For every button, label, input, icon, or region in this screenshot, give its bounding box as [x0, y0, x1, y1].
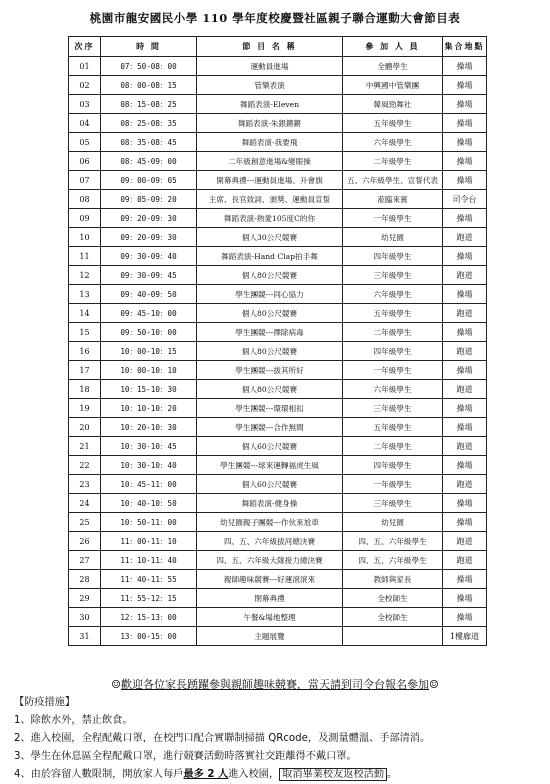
cell-order: 22: [69, 456, 101, 475]
table-row: [69, 323, 487, 342]
cell-location: 跑道: [443, 532, 487, 551]
header-program: 節 目 名 稱: [197, 37, 343, 57]
cell-program: 四、五、六年級拔河總決賽: [197, 532, 343, 551]
cell-location: 司令台: [443, 190, 487, 209]
table-row: [69, 114, 487, 133]
cell-time: 12：15-13：00: [101, 608, 197, 627]
cell-location: 操場: [443, 399, 487, 418]
cell-order: 21: [69, 437, 101, 456]
cell-order: 25: [69, 513, 101, 532]
cell-location: 操場: [443, 285, 487, 304]
cell-location: 操場: [443, 76, 487, 95]
cell-time: 10：00-10：10: [101, 361, 197, 380]
cell-time: 07：50-08：00: [101, 57, 197, 76]
cell-location: 操場: [443, 361, 487, 380]
cell-time: 10：00-10：15: [101, 342, 197, 361]
cell-location: 跑道: [443, 342, 487, 361]
cell-order: 30: [69, 608, 101, 627]
table-row: [69, 551, 487, 570]
cell-participants: 二年級學生: [343, 323, 443, 342]
table-row: [69, 133, 487, 152]
cell-program: 個人60公尺競賽: [197, 475, 343, 494]
table-row: [69, 456, 487, 475]
cell-location: 操場: [443, 152, 487, 171]
cell-location: 操場: [443, 114, 487, 133]
cell-order: 29: [69, 589, 101, 608]
table-row: [69, 342, 487, 361]
cell-participants: 六年級學生: [343, 133, 443, 152]
cell-program: 舞蹈表演-朱銀鏘鏘: [197, 114, 343, 133]
cell-program: 二年級創意進場&變眼操: [197, 152, 343, 171]
cell-participants: 中興國中管樂團: [343, 76, 443, 95]
table-row: [69, 627, 487, 646]
cell-order: 08: [69, 190, 101, 209]
cell-time: 11：40-11：55: [101, 570, 197, 589]
note-item: 3、學生在休息區全程配戴口罩，進行競賽活動時落實社交距離得不戴口罩。: [14, 751, 357, 762]
cell-participants: 六年級學生: [343, 285, 443, 304]
cell-order: 31: [69, 627, 101, 646]
cell-program: 個人80公尺競賽: [197, 266, 343, 285]
cell-order: 26: [69, 532, 101, 551]
cell-location: 操場: [443, 494, 487, 513]
table-row: [69, 266, 487, 285]
cell-location: 操場: [443, 209, 487, 228]
cell-location: 操場: [443, 608, 487, 627]
table-row: [69, 513, 487, 532]
cell-location: 跑道: [443, 551, 487, 570]
cell-location: 操場: [443, 589, 487, 608]
cell-time: 08：45-09：00: [101, 152, 197, 171]
cell-time: 10：50-11：00: [101, 513, 197, 532]
cell-program: 個人80公尺競賽: [197, 342, 343, 361]
cell-order: 27: [69, 551, 101, 570]
cell-time: 09：20-09：30: [101, 228, 197, 247]
cell-time: 08：35-08：45: [101, 133, 197, 152]
table-row: [69, 228, 487, 247]
cell-participants: 四年級學生: [343, 342, 443, 361]
cell-location: 跑道: [443, 437, 487, 456]
cell-participants: 韓風勁舞社: [343, 95, 443, 114]
cell-participants: 六年級學生: [343, 380, 443, 399]
table-row: [69, 285, 487, 304]
note-item: 2、進入校園，全程配戴口罩，在校門口配合實聯制掃描 QRcode，及測量體溫、手部清消。: [14, 733, 431, 744]
cell-time: 10：15-10：30: [101, 380, 197, 399]
cell-participants: 幼兒園: [343, 228, 443, 247]
table-row: [69, 95, 487, 114]
cell-order: 09: [69, 209, 101, 228]
cell-location: 操場: [443, 570, 487, 589]
cell-time: 09：30-09：40: [101, 247, 197, 266]
cell-order: 24: [69, 494, 101, 513]
table-row: [69, 437, 487, 456]
header-time: 時 間: [101, 37, 197, 57]
cell-participants: 五年級學生: [343, 304, 443, 323]
table-row: [69, 171, 487, 190]
cell-program: 個人30公尺競賽: [197, 228, 343, 247]
cell-order: 18: [69, 380, 101, 399]
cell-participants: 幼兒園: [343, 513, 443, 532]
note-emphasis: 最多 2 人: [183, 769, 229, 780]
cell-order: 03: [69, 95, 101, 114]
cell-time: 09：45-10：00: [101, 304, 197, 323]
cell-time: 11：00-11：10: [101, 532, 197, 551]
cell-participants: 五、六年級學生、宣誓代表: [343, 171, 443, 190]
cell-location: 操場: [443, 171, 487, 190]
epidemic-prevention-notes: [14, 694, 544, 784]
cell-time: 09：30-09：45: [101, 266, 197, 285]
cell-program: 運動員進場: [197, 57, 343, 76]
program-table: [68, 36, 487, 646]
note-item: [14, 766, 544, 784]
cell-time: 09：40-09：50: [101, 285, 197, 304]
cell-participants: 全體學生: [343, 57, 443, 76]
table-row: [69, 361, 487, 380]
cell-time: 09：00-09：05: [101, 171, 197, 190]
welcome-text: 歡迎各位家長踴躍參與親師趣味競賽，當天請到司令台報名參加: [121, 678, 429, 691]
cell-location: 操場: [443, 323, 487, 342]
cell-order: 13: [69, 285, 101, 304]
cell-time: 10：30-10：45: [101, 437, 197, 456]
cell-program: 閉幕典禮: [197, 589, 343, 608]
smiley-icon: ☺: [111, 678, 121, 691]
cell-order: 14: [69, 304, 101, 323]
cell-program: 學生團競---擇除病毒: [197, 323, 343, 342]
cell-order: 19: [69, 399, 101, 418]
cell-order: 01: [69, 57, 101, 76]
cell-location: 1樓廊道: [443, 627, 487, 646]
cell-time: 10：20-10：30: [101, 418, 197, 437]
cell-program: 舞蹈表演-Eleven: [197, 95, 343, 114]
cell-time: 09：05-09：20: [101, 190, 197, 209]
cell-time: 10：45-11：00: [101, 475, 197, 494]
program-table-body: [69, 57, 487, 646]
cell-participants: 四、五、六年級學生: [343, 532, 443, 551]
cell-order: 16: [69, 342, 101, 361]
table-row: [69, 608, 487, 627]
cell-location: 跑道: [443, 475, 487, 494]
cell-location: 操場: [443, 456, 487, 475]
cell-program: 個人60公尺競賽: [197, 437, 343, 456]
table-row: [69, 399, 487, 418]
table-row: [69, 494, 487, 513]
cell-order: 06: [69, 152, 101, 171]
cell-location: 操場: [443, 418, 487, 437]
cell-location: 操場: [443, 57, 487, 76]
cell-participants: 四年級學生: [343, 456, 443, 475]
cell-order: 05: [69, 133, 101, 152]
table-row: [69, 76, 487, 95]
cell-time: 11：10-11：40: [101, 551, 197, 570]
document-title: 桃園市龍安國民小學 110 學年度校慶暨社區親子聯合運動大會節目表: [89, 11, 461, 25]
cell-order: 10: [69, 228, 101, 247]
cell-program: 舞蹈表演-我要飛: [197, 133, 343, 152]
cell-time: 09：50-10：00: [101, 323, 197, 342]
cell-participants: 二年級學生: [343, 437, 443, 456]
table-row: [69, 247, 487, 266]
cell-location: 跑道: [443, 228, 487, 247]
cell-program: 午餐&場地整理: [197, 608, 343, 627]
table-row: [69, 209, 487, 228]
cell-program: 舞蹈表演-熱愛105度C的你: [197, 209, 343, 228]
cell-program: 主席、長官致詞、頒獎、運動員宣誓: [197, 190, 343, 209]
cell-participants: 一年級學生: [343, 475, 443, 494]
header-order: 次序: [69, 37, 101, 57]
note-boxed-text: 取消畢業校友返校活動: [279, 768, 387, 781]
cell-participants: 三年級學生: [343, 494, 443, 513]
cell-order: 11: [69, 247, 101, 266]
cell-participants: 三年級學生: [343, 266, 443, 285]
header-location: 集合地點: [443, 37, 487, 57]
cell-participants: 全校師生: [343, 589, 443, 608]
cell-time: 10：40-10：50: [101, 494, 197, 513]
cell-order: 02: [69, 76, 101, 95]
table-row: [69, 190, 487, 209]
cell-time: 09：20-09：30: [101, 209, 197, 228]
cell-program: 個人80公尺競賽: [197, 304, 343, 323]
table-row: [69, 380, 487, 399]
cell-location: 跑道: [443, 380, 487, 399]
table-row: [69, 152, 487, 171]
cell-participants: 全校師生: [343, 608, 443, 627]
cell-program: 開幕典禮---運動員進場、升會旗: [197, 171, 343, 190]
note-item: 1、除飲水外，禁止飲食。: [14, 715, 133, 726]
cell-participants: 二年級學生: [343, 152, 443, 171]
cell-participants: 教師與家長: [343, 570, 443, 589]
cell-time: 08：25-08：35: [101, 114, 197, 133]
cell-time: 13：00-15：00: [101, 627, 197, 646]
cell-program: 幼兒園親子團競---作伙來尬車: [197, 513, 343, 532]
cell-program: 學生團競---環環相扣: [197, 399, 343, 418]
notes-heading: 【防疫措施】: [14, 697, 76, 708]
cell-program: 親師趣味競賽---好運滾滾來: [197, 570, 343, 589]
cell-participants: 一年級學生: [343, 361, 443, 380]
note-text: 進入校園，: [228, 769, 280, 780]
cell-order: 23: [69, 475, 101, 494]
cell-order: 04: [69, 114, 101, 133]
cell-participants: 蒞臨來賓: [343, 190, 443, 209]
table-row: [69, 418, 487, 437]
cell-program: 個人80公尺競賽: [197, 380, 343, 399]
cell-program: 學生團競---拔其所好: [197, 361, 343, 380]
cell-participants: 四、五、六年級學生: [343, 551, 443, 570]
welcome-message: [0, 676, 550, 692]
table-header-row: [69, 37, 487, 57]
cell-order: 15: [69, 323, 101, 342]
cell-participants: 五年級學生: [343, 114, 443, 133]
cell-program: 學生團競---同心協力: [197, 285, 343, 304]
cell-program: 學生團競---球來運轉福虎生風: [197, 456, 343, 475]
table-row: [69, 570, 487, 589]
cell-program: 學生團競---合作無間: [197, 418, 343, 437]
cell-time: 10：10-10：20: [101, 399, 197, 418]
cell-program: 舞蹈表演-健身操: [197, 494, 343, 513]
cell-time: 11：55-12：15: [101, 589, 197, 608]
cell-program: 舞蹈表演-Hand Clap拍手舞: [197, 247, 343, 266]
table-row: [69, 475, 487, 494]
cell-location: 操場: [443, 95, 487, 114]
cell-program: 四、五、六年級大隊接力總決賽: [197, 551, 343, 570]
cell-participants: 一年級學生: [343, 209, 443, 228]
smiley-icon: ☺: [429, 678, 439, 691]
cell-program: 主題展覽: [197, 627, 343, 646]
cell-participants: 三年級學生: [343, 399, 443, 418]
cell-location: 跑道: [443, 304, 487, 323]
cell-participants: 四年級學生: [343, 247, 443, 266]
cell-order: 07: [69, 171, 101, 190]
cell-order: 12: [69, 266, 101, 285]
cell-time: 08：00-08：15: [101, 76, 197, 95]
cell-order: 17: [69, 361, 101, 380]
table-row: [69, 589, 487, 608]
cell-program: 管樂表演: [197, 76, 343, 95]
cell-time: 08：15-08：25: [101, 95, 197, 114]
table-row: [69, 304, 487, 323]
cell-location: 操場: [443, 513, 487, 532]
cell-time: 10：30-10：40: [101, 456, 197, 475]
note-text: 。: [387, 769, 398, 780]
cell-location: 跑道: [443, 266, 487, 285]
cell-order: 28: [69, 570, 101, 589]
cell-location: 操場: [443, 133, 487, 152]
table-row: [69, 532, 487, 551]
cell-location: 操場: [443, 247, 487, 266]
cell-order: 20: [69, 418, 101, 437]
cell-participants: 五年級學生: [343, 418, 443, 437]
cell-participants: [343, 627, 443, 646]
header-participants: 參 加 人 員: [343, 37, 443, 57]
note-text: 4、由於容留人數限制，開放家人每戶: [14, 769, 184, 780]
table-row: [69, 57, 487, 76]
